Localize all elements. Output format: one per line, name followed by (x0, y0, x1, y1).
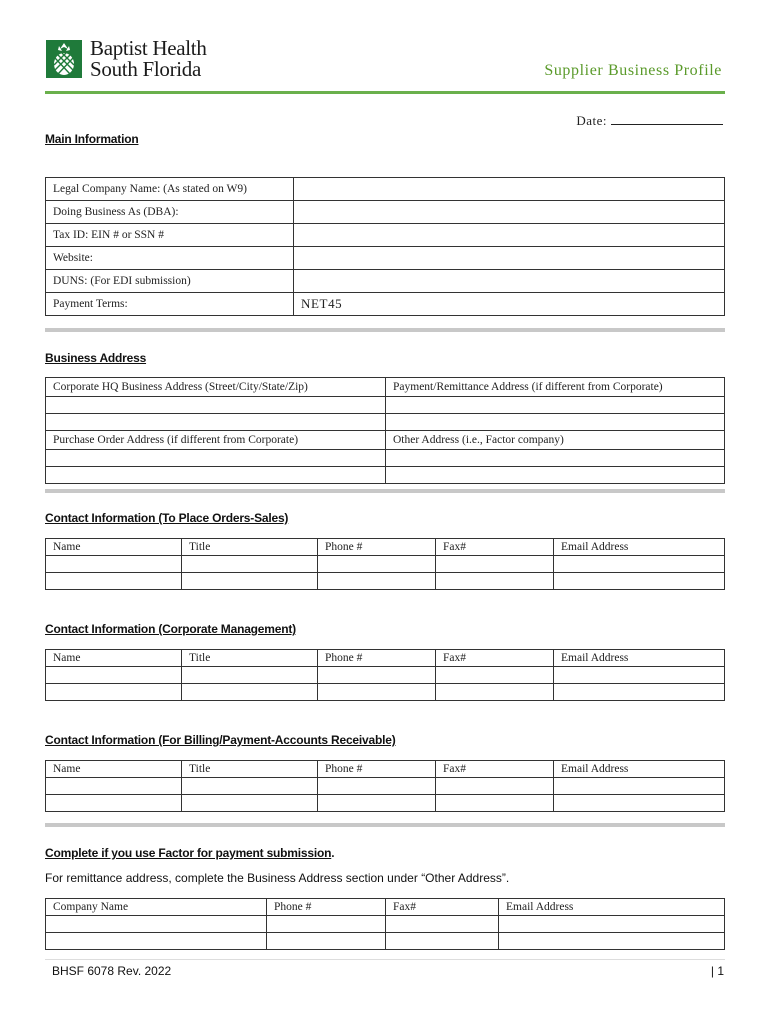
legal-name-label: Legal Company Name: (As stated on W9) (46, 178, 294, 201)
document-title: Supplier Business Profile (544, 62, 722, 79)
company-name-field[interactable] (46, 933, 267, 950)
page-number: | 1 (710, 964, 724, 978)
corporate-hq-field-1[interactable] (46, 397, 386, 414)
column-header-fax: Fax# (386, 899, 499, 916)
title-field[interactable] (182, 795, 318, 812)
management-contact-table (45, 649, 725, 701)
column-header-fax: Fax# (436, 650, 554, 667)
table-row (46, 201, 725, 224)
factor-heading-text: Complete if you use Factor for payment submission (45, 846, 332, 860)
factor-note: For remittance address, complete the Business Address section under “Other Address”. (45, 871, 510, 885)
tax-id-field[interactable] (294, 224, 725, 247)
table-row (46, 467, 725, 484)
column-header-title: Title (182, 539, 318, 556)
business-address-heading: Business Address (45, 351, 147, 365)
duns-field[interactable] (294, 270, 725, 293)
table-row (46, 795, 725, 812)
corporate-hq-field-2[interactable] (46, 414, 386, 431)
management-contact-heading: Contact Information (Corporate Management) (45, 622, 296, 636)
sales-contact-table (45, 538, 725, 590)
fax-field[interactable] (436, 795, 554, 812)
factor-heading (45, 844, 335, 862)
org-name-line2: South Florida (90, 57, 202, 81)
table-row (46, 431, 725, 450)
name-field[interactable] (46, 684, 182, 701)
column-header-phone: Phone # (318, 650, 436, 667)
email-field[interactable] (499, 916, 725, 933)
table-header-row (46, 539, 725, 556)
fax-field[interactable] (436, 573, 554, 590)
phone-field[interactable] (267, 933, 386, 950)
column-header-fax: Fax# (436, 761, 554, 778)
column-header-company-name: Company Name (46, 899, 267, 916)
table-header-row (46, 650, 725, 667)
column-header-email: Email Address (499, 899, 725, 916)
section-divider (45, 823, 725, 827)
email-field[interactable] (554, 573, 725, 590)
table-row (46, 573, 725, 590)
factor-table (45, 898, 725, 950)
table-row (46, 378, 725, 397)
section-divider (45, 328, 725, 332)
fax-field[interactable] (436, 667, 554, 684)
billing-contact-heading: Contact Information (For Billing/Payment-Accounts Receivable) (45, 733, 396, 747)
footer-divider (45, 959, 725, 960)
legal-name-field[interactable] (294, 178, 725, 201)
name-field[interactable] (46, 778, 182, 795)
sales-contact-heading: Contact Information (To Place Orders-Sales) (45, 511, 289, 525)
main-information-table (45, 177, 725, 316)
corporate-hq-label: Corporate HQ Business Address (Street/City/State/Zip) (46, 378, 386, 397)
date-row (576, 112, 723, 129)
column-header-fax: Fax# (436, 539, 554, 556)
dba-label: Doing Business As (DBA): (46, 201, 294, 224)
email-field[interactable] (554, 795, 725, 812)
column-header-phone: Phone # (267, 899, 386, 916)
title-field[interactable] (182, 667, 318, 684)
phone-field[interactable] (318, 556, 436, 573)
fax-field[interactable] (386, 916, 499, 933)
table-row (46, 778, 725, 795)
payment-terms-field[interactable]: NET45 (294, 293, 725, 316)
title-field[interactable] (182, 778, 318, 795)
table-row (46, 247, 725, 270)
purchase-order-field-2[interactable] (46, 467, 386, 484)
email-field[interactable] (554, 556, 725, 573)
table-row (46, 270, 725, 293)
billing-contact-table (45, 760, 725, 812)
fax-field[interactable] (436, 684, 554, 701)
column-header-phone: Phone # (318, 539, 436, 556)
phone-field[interactable] (318, 573, 436, 590)
fax-field[interactable] (436, 556, 554, 573)
website-label: Website: (46, 247, 294, 270)
org-name (90, 38, 207, 80)
column-header-phone: Phone # (318, 761, 436, 778)
column-header-email: Email Address (554, 650, 725, 667)
table-row (46, 397, 725, 414)
duns-label: DUNS: (For EDI submission) (46, 270, 294, 293)
date-field[interactable] (611, 112, 723, 125)
phone-field[interactable] (267, 916, 386, 933)
column-header-title: Title (182, 761, 318, 778)
org-logo (46, 36, 246, 82)
section-divider (45, 489, 725, 493)
tax-id-label: Tax ID: EIN # or SSN # (46, 224, 294, 247)
fax-field[interactable] (386, 933, 499, 950)
name-field[interactable] (46, 795, 182, 812)
table-row (46, 933, 725, 950)
phone-field[interactable] (318, 778, 436, 795)
table-row (46, 224, 725, 247)
name-field[interactable] (46, 556, 182, 573)
column-header-email: Email Address (554, 761, 725, 778)
table-row (46, 556, 725, 573)
column-header-name: Name (46, 650, 182, 667)
phone-field[interactable] (318, 667, 436, 684)
website-field[interactable] (294, 247, 725, 270)
other-address-label: Other Address (i.e., Factor company) (386, 431, 725, 450)
remittance-label: Payment/Remittance Address (if different from Corporate) (386, 378, 725, 397)
purchase-order-field-1[interactable] (46, 450, 386, 467)
name-field[interactable] (46, 573, 182, 590)
title-field[interactable] (182, 556, 318, 573)
table-row (46, 414, 725, 431)
other-address-field-2[interactable] (386, 467, 725, 484)
table-row (46, 916, 725, 933)
table-row (46, 667, 725, 684)
fax-field[interactable] (436, 778, 554, 795)
date-label: Date: (576, 113, 607, 128)
remittance-field-1[interactable] (386, 397, 725, 414)
payment-terms-label: Payment Terms: (46, 293, 294, 316)
table-row (46, 684, 725, 701)
email-field[interactable] (554, 778, 725, 795)
pineapple-logo-icon (46, 40, 82, 78)
phone-field[interactable] (318, 684, 436, 701)
column-header-email: Email Address (554, 539, 725, 556)
name-field[interactable] (46, 667, 182, 684)
table-row (46, 450, 725, 467)
email-field[interactable] (554, 684, 725, 701)
title-field[interactable] (182, 573, 318, 590)
column-header-name: Name (46, 761, 182, 778)
table-header-row (46, 899, 725, 916)
dba-field[interactable] (294, 201, 725, 224)
business-address-table (45, 377, 725, 484)
form-id: BHSF 6078 Rev. 2022 (52, 964, 172, 978)
other-address-field-1[interactable] (386, 450, 725, 467)
email-field[interactable] (554, 667, 725, 684)
header-divider (45, 91, 725, 94)
table-row (46, 178, 725, 201)
purchase-order-label: Purchase Order Address (if different from Corporate) (46, 431, 386, 450)
table-header-row (46, 761, 725, 778)
column-header-title: Title (182, 650, 318, 667)
table-row (46, 293, 725, 316)
column-header-name: Name (46, 539, 182, 556)
org-name-line1: Baptist Health (90, 36, 207, 60)
phone-field[interactable] (318, 795, 436, 812)
factor-heading-period: . (331, 846, 335, 860)
title-field[interactable] (182, 684, 318, 701)
company-name-field[interactable] (46, 916, 267, 933)
email-field[interactable] (499, 933, 725, 950)
remittance-field-2[interactable] (386, 414, 725, 431)
main-information-heading: Main Information (45, 132, 139, 146)
